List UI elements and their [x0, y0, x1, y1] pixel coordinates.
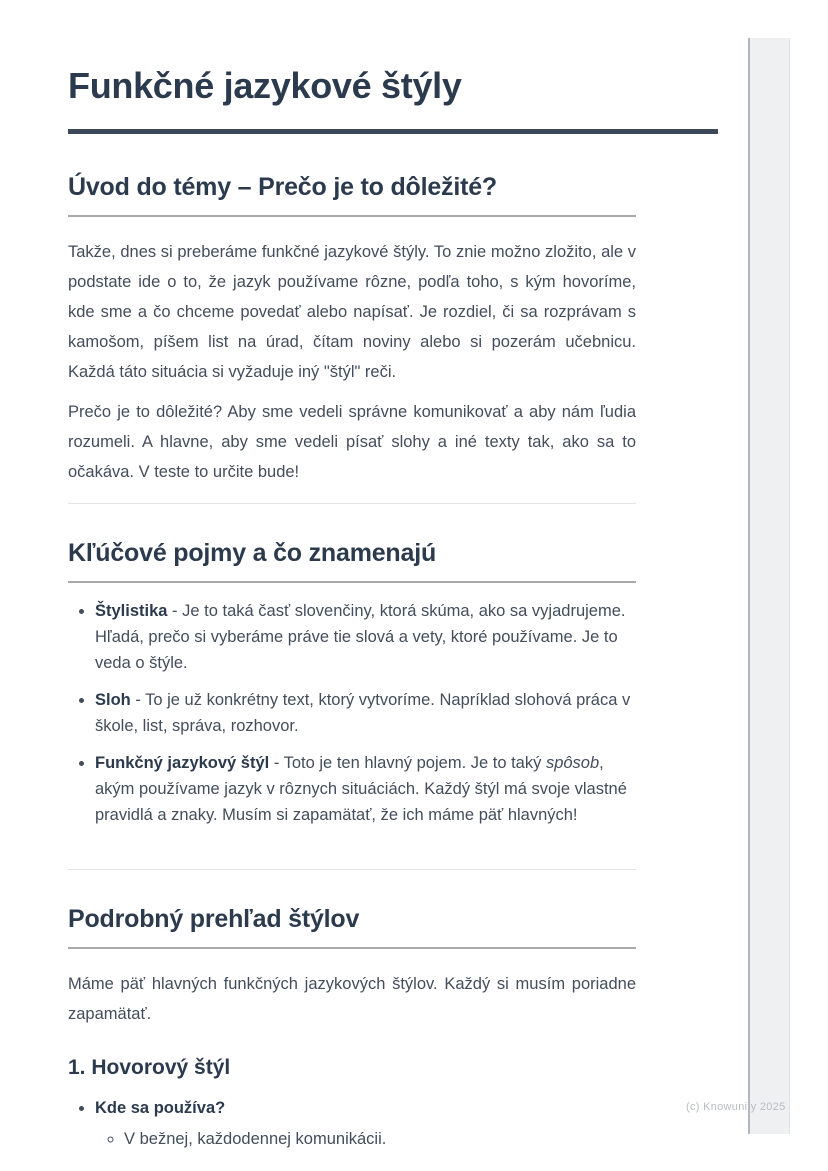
list-item-sloh	[95, 687, 636, 739]
bullet-label: Kde sa používa?	[95, 1099, 226, 1118]
section-heading-intro: Úvod do témy – Prečo je to dôležité?	[68, 173, 497, 202]
document-title: Funkčné jazykové štýly	[68, 65, 462, 106]
term-definition: , akým používame jazyk v rôznych situáciách. Každý štýl má svoje vlastné pravidlá a znaky. Musím si zapamätať, že ich máme päť hlavných!	[95, 754, 627, 825]
term-separator: -	[269, 754, 284, 773]
term-label: Funkčný jazykový štýl	[95, 754, 270, 773]
list-item-kde-sa-pouziva	[95, 1095, 636, 1152]
section-heading-overview: Podrobný prehľad štýlov	[68, 905, 360, 934]
term-definition-italic: spôsob	[545, 754, 600, 773]
hovorovy-styl-list	[68, 1095, 636, 1152]
title-rule	[68, 129, 718, 134]
key-terms-list	[68, 598, 636, 828]
section-divider	[68, 869, 636, 870]
intro-paragraph-1: Takže, dnes si preberáme funkčné jazykové štýly. To znie možno zložito, ale v podstate ide o to, že jazyk používame rôzne, podľa toho, s kým hovoríme, kde sme a čo chceme povedať alebo napísať. Je rozdiel, či sa rozprávam s kamošom, píšem list na úrad, čítam noviny alebo si pozerám učebnicu. Každá táto situácia si vyžaduje iný "štýl" reči.	[68, 243, 636, 382]
section-key-terms	[68, 538, 636, 853]
term-definition: Je to taká časť slovenčiny, ktorá skúma, ako sa vyjadrujeme. Hľadá, prečo si vyberáme práve tie slová a vety, ktoré používame. Je to veda o štýle.	[95, 602, 626, 673]
heading-rule	[68, 581, 636, 583]
term-label: Štylistika	[95, 602, 168, 621]
heading-rule	[68, 947, 636, 949]
document-content	[68, 0, 636, 1163]
page-edge-strip	[748, 38, 790, 1134]
subsection-heading-hovorovy-styl: 1. Hovorový štýl	[68, 1056, 231, 1080]
section-styles-overview	[68, 904, 636, 1152]
section-intro	[68, 172, 636, 487]
term-separator: -	[167, 602, 183, 621]
overview-paragraph: Máme päť hlavných funkčných jazykových štýlov. Každý si musím poriadne zapamätať.	[68, 975, 636, 1024]
list-item-stylistika	[95, 598, 636, 676]
term-label: Sloh	[95, 691, 131, 710]
intro-paragraph-2: Prečo je to dôležité? Aby sme vedeli správne komunikovať a aby nám ľudia rozumeli. A hlavne, aby sme vedeli písať slohy a iné texty tak, ako sa to očakáva. V teste to určite bude!	[68, 403, 636, 482]
section-heading-key-terms: Kľúčové pojmy a čo znamenajú	[68, 539, 437, 568]
heading-rule	[68, 215, 636, 217]
section-divider	[68, 503, 636, 504]
sub-list	[95, 1126, 636, 1152]
watermark: (c) Knowunity 2025	[686, 1101, 786, 1113]
sub-list-item: ◦ V bežnej, každodennej komunikácii.	[124, 1126, 636, 1152]
list-item-funkcny-jazykovy-styl	[95, 750, 636, 828]
term-separator: -	[130, 691, 146, 710]
spacer	[68, 839, 636, 853]
term-definition: Toto je ten hlavný pojem. Je to taký	[283, 754, 546, 773]
term-definition: To je už konkrétny text, ktorý vytvoríme. Napríklad slohová práca v škole, list, správa, rozhovor.	[95, 691, 631, 736]
